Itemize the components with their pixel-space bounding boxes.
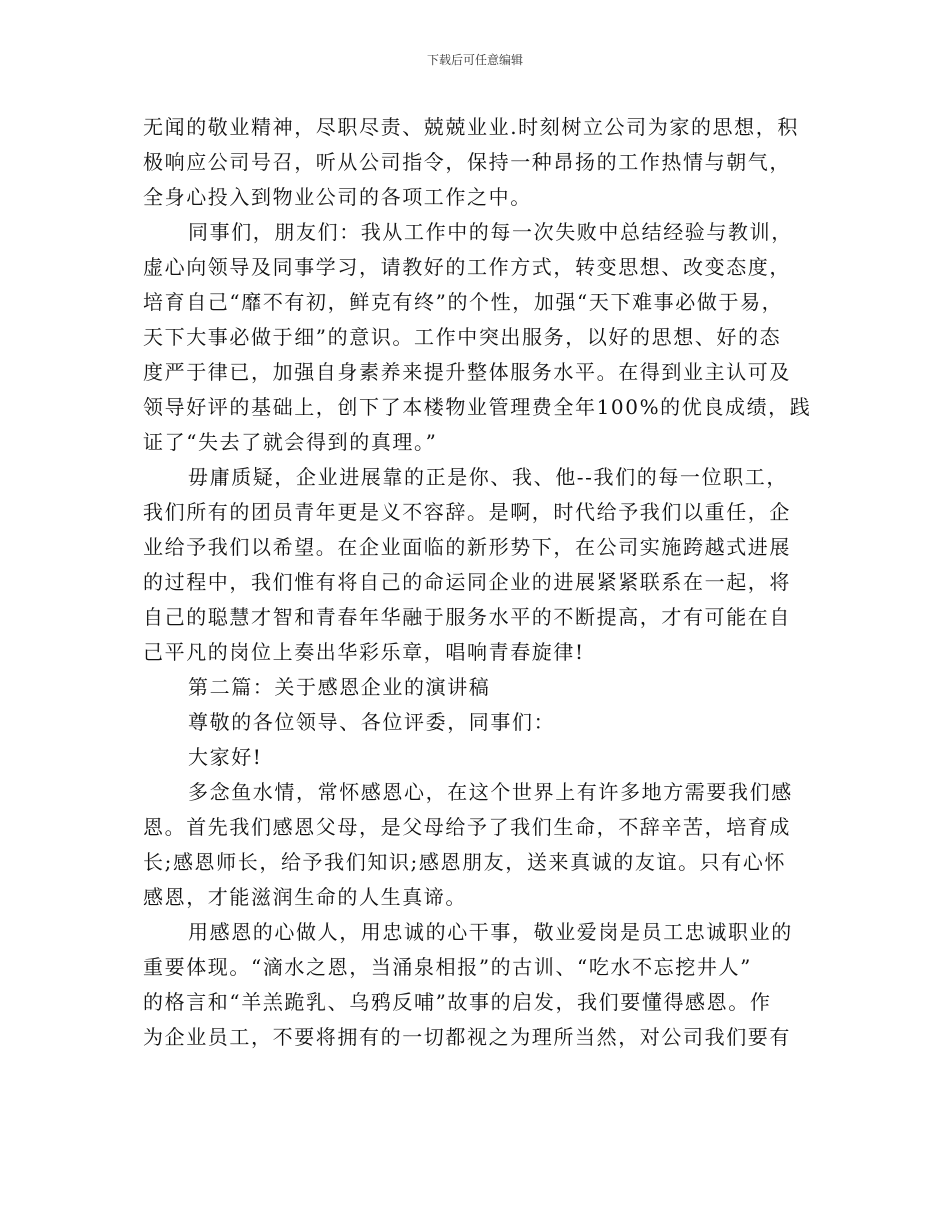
salutation: 尊敬的各位领导、各位评委，同事们： (188, 710, 556, 734)
text-line: 恩。首先我们感恩父母，是父母给予了我们生命，不辞辛苦，培育成 (143, 815, 791, 839)
text-line: 己平凡的岗位上奏出华彩乐章，唱响青春旋律! (143, 640, 585, 664)
text-line: 全身心投入到物业公司的各项工作之中。 (143, 185, 532, 209)
text-line: 领导好评的基础上，创下了本楼物业管理费全年100%的优良成绩，践 (143, 395, 812, 419)
text-line: 长;感恩师长，给予我们知识;感恩朋友，送来真诚的友谊。只有心怀 (143, 850, 787, 874)
paragraph-first-line: 同事们，朋友们：我从工作中的每一次失败中总结经验与教训， (188, 220, 793, 244)
text-line: 无闻的敬业精神，尽职尽责、兢兢业业.时刻树立公司为家的思想，积 (143, 115, 799, 139)
text-line: 的格言和“羊羔跪乳、乌鸦反哺”故事的启发，我们要懂得感恩。作 (143, 990, 772, 1014)
greeting: 大家好! (188, 745, 263, 769)
text-line: 虚心向领导及同事学习，请教好的工作方式，转变思想、改变态度， (143, 255, 791, 279)
section-heading: 第二篇：关于感恩企业的演讲稿 (188, 675, 491, 699)
paragraph-first-line: 多念鱼水情，常怀感恩心，在这个世界上有许多地方需要我们感 (188, 780, 793, 804)
text-line: 天下大事必做于细”的意识。工作中突出服务，以好的思想、好的态 (143, 325, 782, 349)
text-line: 业给予我们以希望。在企业面临的新形势下，在公司实施跨越式进展 (143, 535, 791, 559)
text-line: 的过程中，我们惟有将自己的命运同企业的进展紧紧联系在一起，将 (143, 570, 791, 594)
text-line: 重要体现。“滴水之恩，当涌泉相报”的古训、“吃水不忘挖井人” (143, 955, 752, 979)
text-line: 极响应公司号召，听从公司指令，保持一种昂扬的工作热情与朝气， (143, 150, 791, 174)
page-header: 下载后可任意编辑 (426, 53, 523, 67)
text-line: 感恩，才能滋润生命的人生真谛。 (143, 885, 467, 909)
text-line: 为企业员工，不要将拥有的一切都视之为理所当然，对公司我们要有 (143, 1025, 791, 1049)
text-line: 自己的聪慧才智和青春年华融于服务水平的不断提高，才有可能在自 (143, 605, 791, 629)
text-line: 培育自己“靡不有初，鲜克有终”的个性，加强“天下难事必做于易， (143, 290, 784, 314)
text-line: 我们所有的团员青年更是义不容辞。是啊，时代给予我们以重任，企 (143, 500, 791, 524)
paragraph-first-line: 用感恩的心做人，用忠诚的心干事，敬业爱岗是员工忠诚职业的 (188, 920, 793, 944)
paragraph-first-line: 毋庸质疑，企业进展靠的正是你、我、他--我们的每一位职工， (188, 465, 788, 489)
document-body (143, 110, 812, 1055)
text-line: 度严于律已，加强自身素养来提升整体服务水平。在得到业主认可及 (143, 360, 791, 384)
text-line: 证了“失去了就会得到的真理。” (143, 430, 438, 454)
